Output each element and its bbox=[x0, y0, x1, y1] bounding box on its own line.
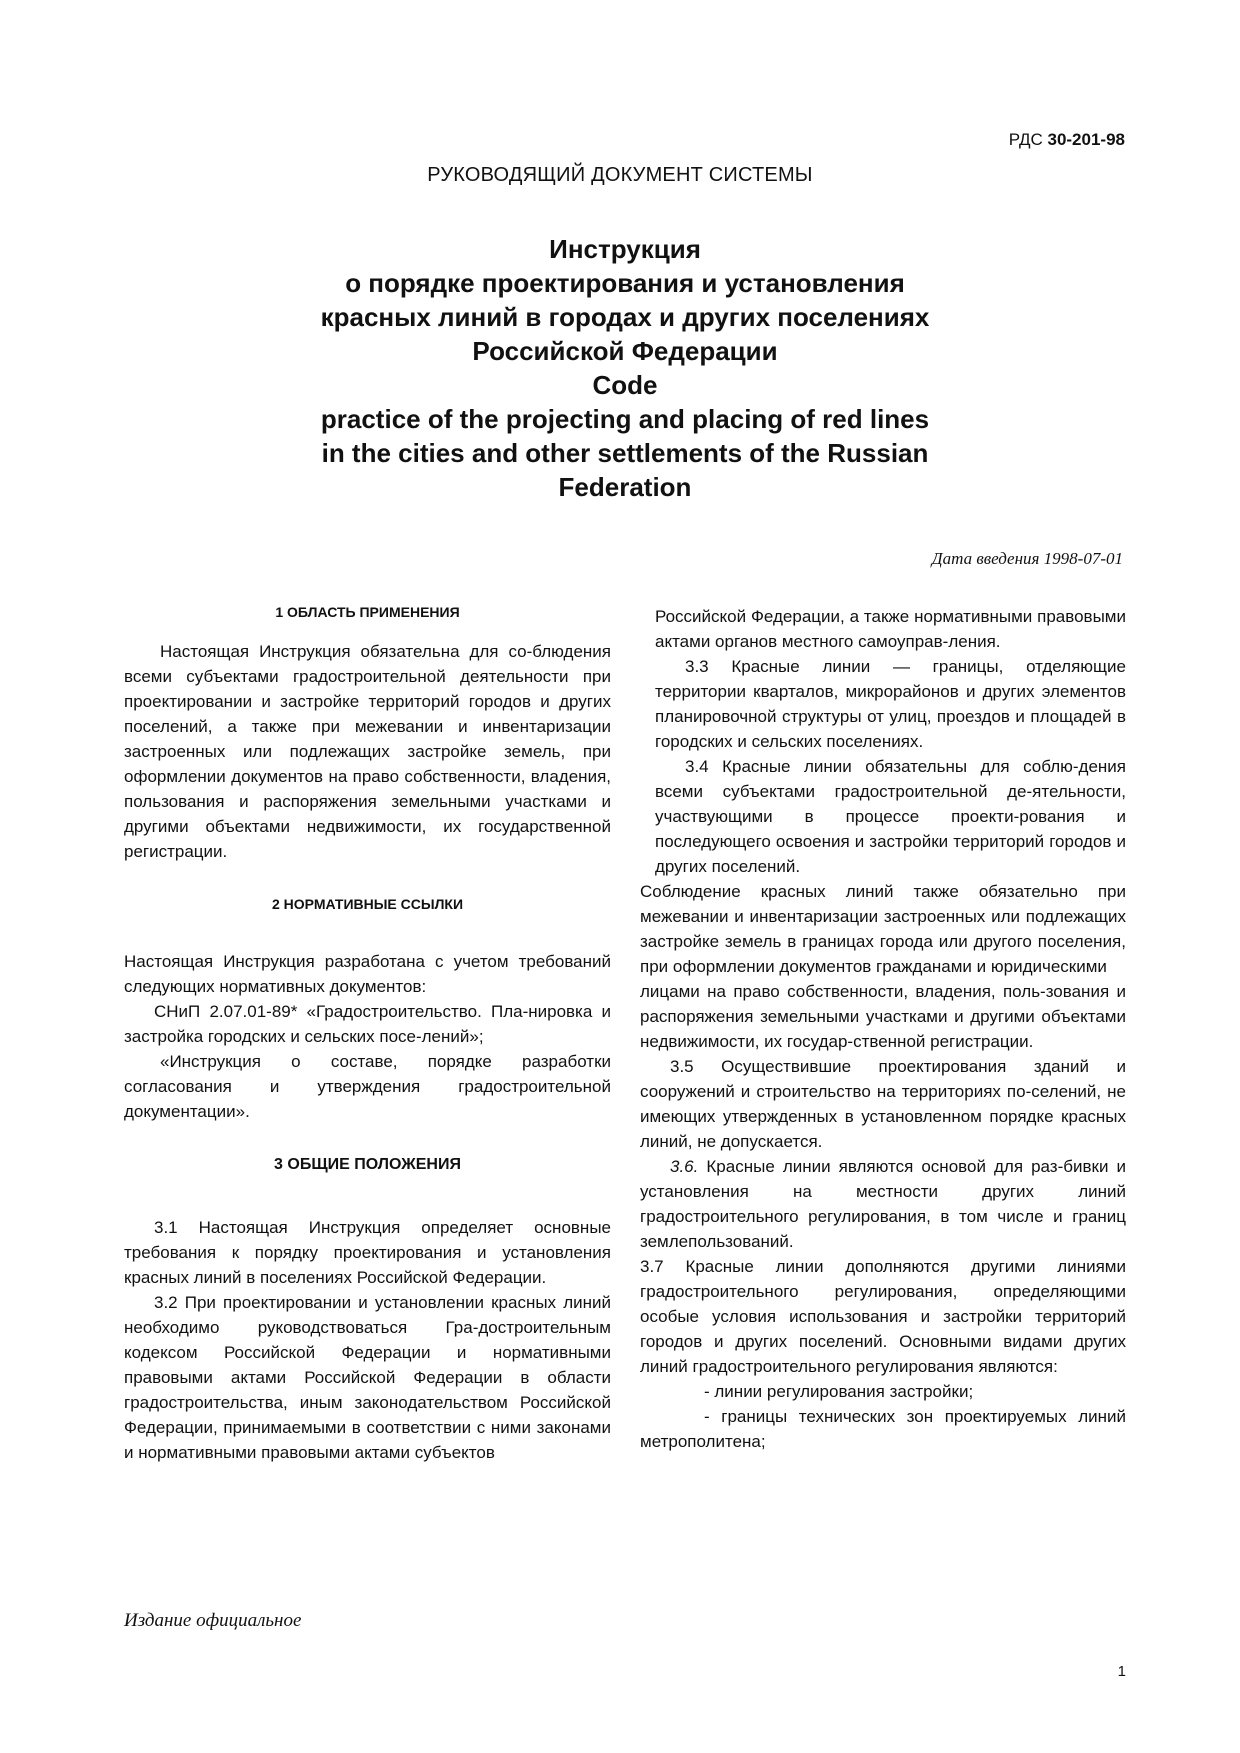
list-item: - границы технических зон проектируемых линий метрополитена; bbox=[640, 1407, 1126, 1451]
introduction-date: Дата введения 1998-07-01 bbox=[931, 549, 1123, 568]
paragraph-3-6-text: Красные линии являются основой для раз-бивки и установления на местности других линий градостроительного регулирования, в том числе и границ землепользований. bbox=[640, 1157, 1126, 1251]
edition-note: Издание официальное bbox=[124, 1610, 302, 1631]
paragraph-3-5: 3.5 Осуществившие проектирования зданий и сооружений и строительство на территориях по-селений, не имеющих утвержденных в установленном порядке красных линий, не допускается. bbox=[640, 1057, 1126, 1151]
title-line: practice of the projecting and placing of red lines bbox=[320, 404, 930, 434]
document-code-number: 30-201-98 bbox=[1047, 130, 1125, 149]
paragraph-3-2-continued: Российской Федерации, а также нормативными правовыми актами органов местного самоуправ-ления. bbox=[655, 607, 1126, 651]
paragraph-3-6-number: 3.6. bbox=[670, 1157, 699, 1176]
paragraph-3-4-observance: Соблюдение красных линий также обязательно при межевании и инвентаризации застроенных или подлежащих застройке земель в границах города или другого поселения, при оформлении документов гражданами и юридическими bbox=[640, 882, 1126, 976]
title-line: Code bbox=[592, 370, 658, 400]
document-title bbox=[200, 232, 1050, 504]
document-code bbox=[900, 130, 1125, 150]
page-number: 1 bbox=[1117, 1663, 1126, 1680]
title-line: красных линий в городах и других поселениях bbox=[320, 302, 930, 332]
paragraph-scope: Настоящая Инструкция обязательна для со-блюдения всеми субъектами градостроительной деятельности при проектировании и застройке территорий городов и других поселений, а также при межевании и инвентаризации застроенных или подлежащих застройке земель, при оформлении документов на право собственности, владения, пользования и распоряжения земельными участками и другими объектами недвижимости, их государственной регистрации. bbox=[124, 642, 611, 861]
paragraph-3-4: 3.4 Красные линии обязательны для соблю-дения всеми субъектами градостроительной де-ятельности, участвующими в процессе проекти-рования и последующего освоения и застройки территорий городов и других поселений. bbox=[655, 757, 1126, 876]
title-line: о порядке проектирования и установления bbox=[345, 268, 905, 298]
section-heading-references: 2 НОРМАТИВНЫЕ ССЫЛКИ bbox=[271, 896, 464, 912]
document-type: РУКОВОДЯЩИЙ ДОКУМЕНТ СИСТЕМЫ bbox=[427, 164, 813, 186]
paragraph-3-2: 3.2 При проектировании и установлении красных линий необходимо руководствоваться Гра-достроительным кодексом Российской Федерации и нормативными правовыми актами Российской Федерации в области градостроительства, иным законодательством Российской Федерации, принимаемыми в соответствии с ними законами и нормативными правовыми актами субъектов bbox=[124, 1293, 611, 1462]
paragraph-snip-reference: СНиП 2.07.01-89* «Градостроительство. Пла-нировка и застройка городских и сельских посе-лений»; bbox=[124, 1002, 611, 1046]
right-column bbox=[640, 604, 1126, 1454]
title-line: in the cities and other settlements of the Russian bbox=[321, 438, 929, 468]
paragraph-instruction-reference: «Инструкция о составе, порядке разработки согласования и утверждения градостроительной документации». bbox=[124, 1052, 611, 1121]
left-column bbox=[124, 600, 611, 1465]
section-heading-general: 3 ОБЩИЕ ПОЛОЖЕНИЯ bbox=[274, 1156, 461, 1173]
list-item: - линии регулирования застройки; bbox=[704, 1382, 974, 1401]
paragraph-3-1: 3.1 Настоящая Инструкция определяет основные требования к порядку проектирования и установления красных линий в поселениях Российской Федерации. bbox=[124, 1218, 611, 1287]
title-line: Российской Федерации bbox=[472, 336, 778, 366]
title-line: Federation bbox=[558, 472, 692, 502]
paragraph-references-intro: Настоящая Инструкция разработана с учетом требований следующих нормативных документов: bbox=[124, 952, 611, 996]
section-heading-scope: 1 ОБЛАСТЬ ПРИМЕНЕНИЯ bbox=[275, 604, 460, 620]
paragraph-3-7: 3.7 Красные линии дополняются другими линиями градостроительного регулирования, определяющими особые условия использования и застройки территорий городов и других поселений. Основными видами других линий градостроительного регулирования являются: bbox=[640, 1257, 1126, 1376]
document-code-prefix: РДС bbox=[1008, 130, 1043, 149]
title-line: Инструкция bbox=[549, 234, 701, 264]
paragraph-3-6 bbox=[640, 1154, 1126, 1254]
paragraph-3-4-rights: лицами на право собственности, владения, поль-зования и распоряжения земельными участками и другими объектами недвижимости, их государ-ственной регистрации. bbox=[640, 982, 1126, 1051]
paragraph-3-3: 3.3 Красные линии — границы, отделяющие территории кварталов, микрорайонов и других элементов планировочной структуры от улиц, проездов и площадей в городских и сельских поселениях. bbox=[655, 657, 1126, 751]
